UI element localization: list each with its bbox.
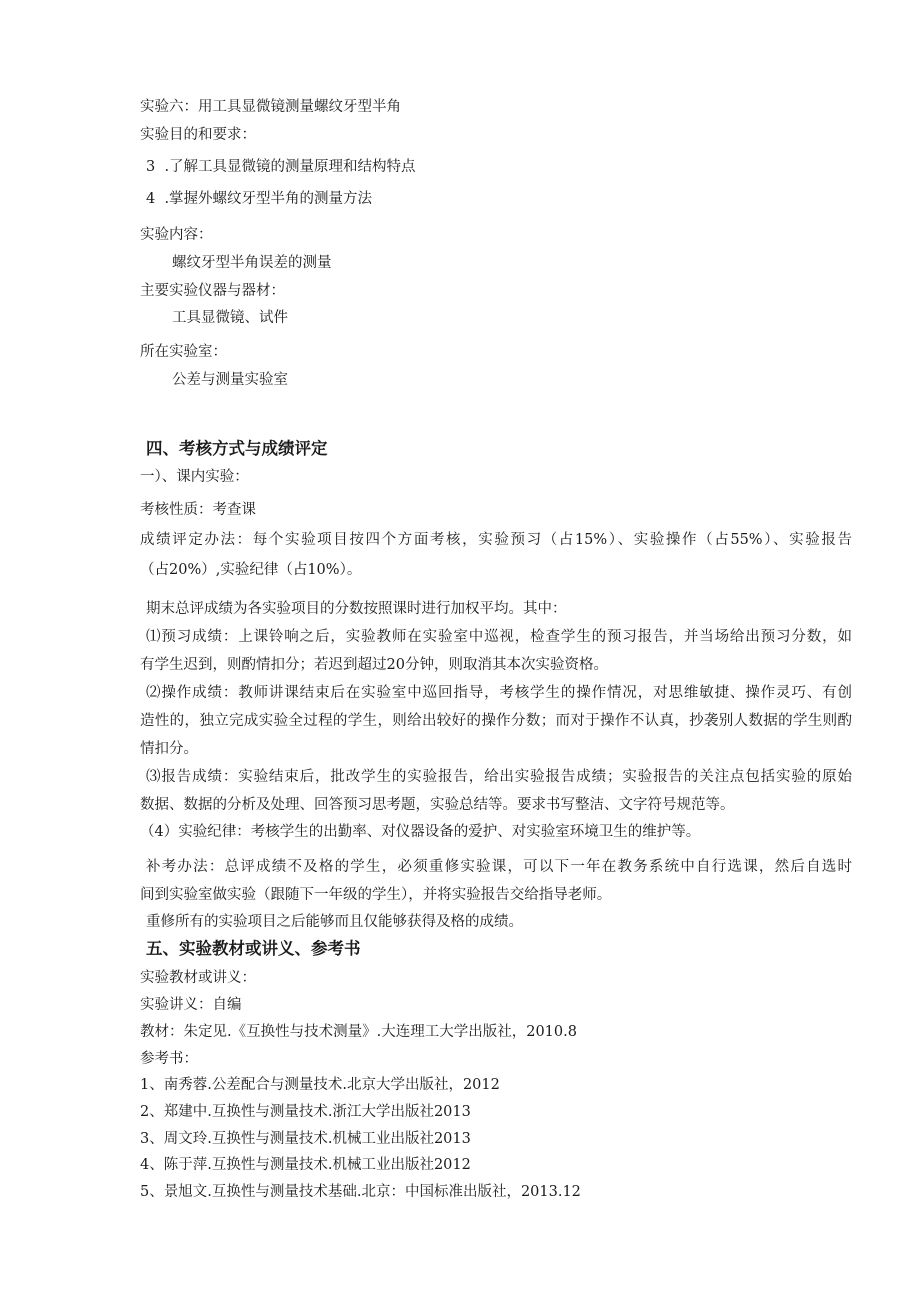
goal-item: 3 .了解工具显微镜的测量原理和结构特点 (146, 159, 416, 175)
reference-item: 5、景旭文.互换性与测量技术基础.北京：中国标准出版社，2013.12 (140, 1184, 581, 1200)
makeup-line: 补考办法：总评成绩不及格的学生，必须重修实验课，可以下一年在教务系统中自行选课，然后自选时 (146, 859, 852, 875)
textbook-line: 教材：朱定见.《互换性与技术测量》.大连理工大学出版社，2010.8 (140, 1024, 577, 1040)
handout-line: 实验讲义：自编 (140, 997, 242, 1013)
section-heading-assessment: 四、考核方式与成绩评定 (146, 439, 328, 458)
operation-grade-line: 情扣分。 (140, 741, 198, 757)
subsection-label: 一）、课内实验： (140, 469, 249, 485)
content-value: 螺纹牙型半角误差的测量 (172, 255, 332, 271)
goal-label: 实验目的和要求： (140, 127, 256, 143)
operation-grade-line: ⑵操作成绩：教师讲课结束后在实验室中巡回指导，考核学生的操作情况，对思维敏捷、操作灵巧、有创 (146, 685, 852, 701)
operation-grade-line: 造性的，独立完成实验全过程的学生，则给出较好的操作分数；而对于操作不认真，抄袭别人数据的学生则酌 (140, 713, 852, 729)
retake-note: 重修所有的实验项目之后能够而且仅能够获得及格的成绩。 (146, 914, 523, 930)
goal-item: 4 .掌握外螺纹牙型半角的测量方法 (146, 191, 373, 207)
reference-item: 2、郑建中.互换性与测量技术.浙江大学出版社2013 (140, 1104, 471, 1120)
preview-grade-line: 有学生迟到，则酌情扣分；若迟到超过20分钟，则取消其本次实验资格。 (140, 657, 608, 673)
report-grade-line: ⑶报告成绩：实验结束后，批改学生的实验报告，给出实验报告成绩；实验报告的关注点包括实验的原始 (146, 769, 852, 785)
content-label: 实验内容： (140, 227, 213, 243)
lab-value: 公差与测量实验室 (172, 372, 288, 388)
grading-method-line: 成绩评定办法：每个实验项目按四个方面考核，实验预习（占15%）、实验操作（占55%）、实验报告 (140, 532, 852, 548)
grading-method-line: （占20%）,实验纪律（占10%）。 (140, 562, 362, 578)
reference-item: 4、陈于萍.互换性与测量技术.机械工业出版社2012 (140, 1157, 471, 1173)
report-grade-line: 数据、数据的分析及处理、回答预习思考题，实验总结等。要求书写整洁、文字符号规范等。 (140, 797, 735, 813)
final-grade-text: 期末总评成绩为各实验项目的分数按照课时进行加权平均。其中： (146, 601, 567, 617)
reference-item: 3、周文玲.互换性与测量技术.机械工业出版社2013 (140, 1131, 471, 1147)
equipment-label: 主要实验仪器与器材： (140, 283, 285, 299)
discipline-grade: （4）实验纪律：考核学生的出勤率、对仪器设备的爱护、对实验室环境卫生的维护等。 (140, 824, 701, 840)
assessment-nature: 考核性质：考查课 (140, 502, 256, 518)
materials-label: 实验教材或讲义： (140, 970, 256, 986)
section-heading-textbooks: 五、实验教材或讲义、参考书 (146, 939, 361, 958)
equipment-value: 工具显微镜、试件 (172, 310, 288, 326)
references-label: 参考书： (140, 1051, 198, 1067)
reference-item: 1、南秀蓉.公差配合与测量技术.北京大学出版社，2012 (140, 1077, 500, 1093)
preview-grade-line: ⑴预习成绩：上课铃响之后，实验教师在实验室中巡视，检查学生的预习报告，并当场给出预习分数，如 (146, 629, 852, 645)
experiment-title: 实验六：用工具显微镜测量螺纹牙型半角 (140, 99, 401, 115)
makeup-line: 间到实验室做实验（跟随下一年级的学生），并将实验报告交给指导老师。 (140, 887, 612, 903)
lab-label: 所在实验室： (140, 344, 227, 360)
